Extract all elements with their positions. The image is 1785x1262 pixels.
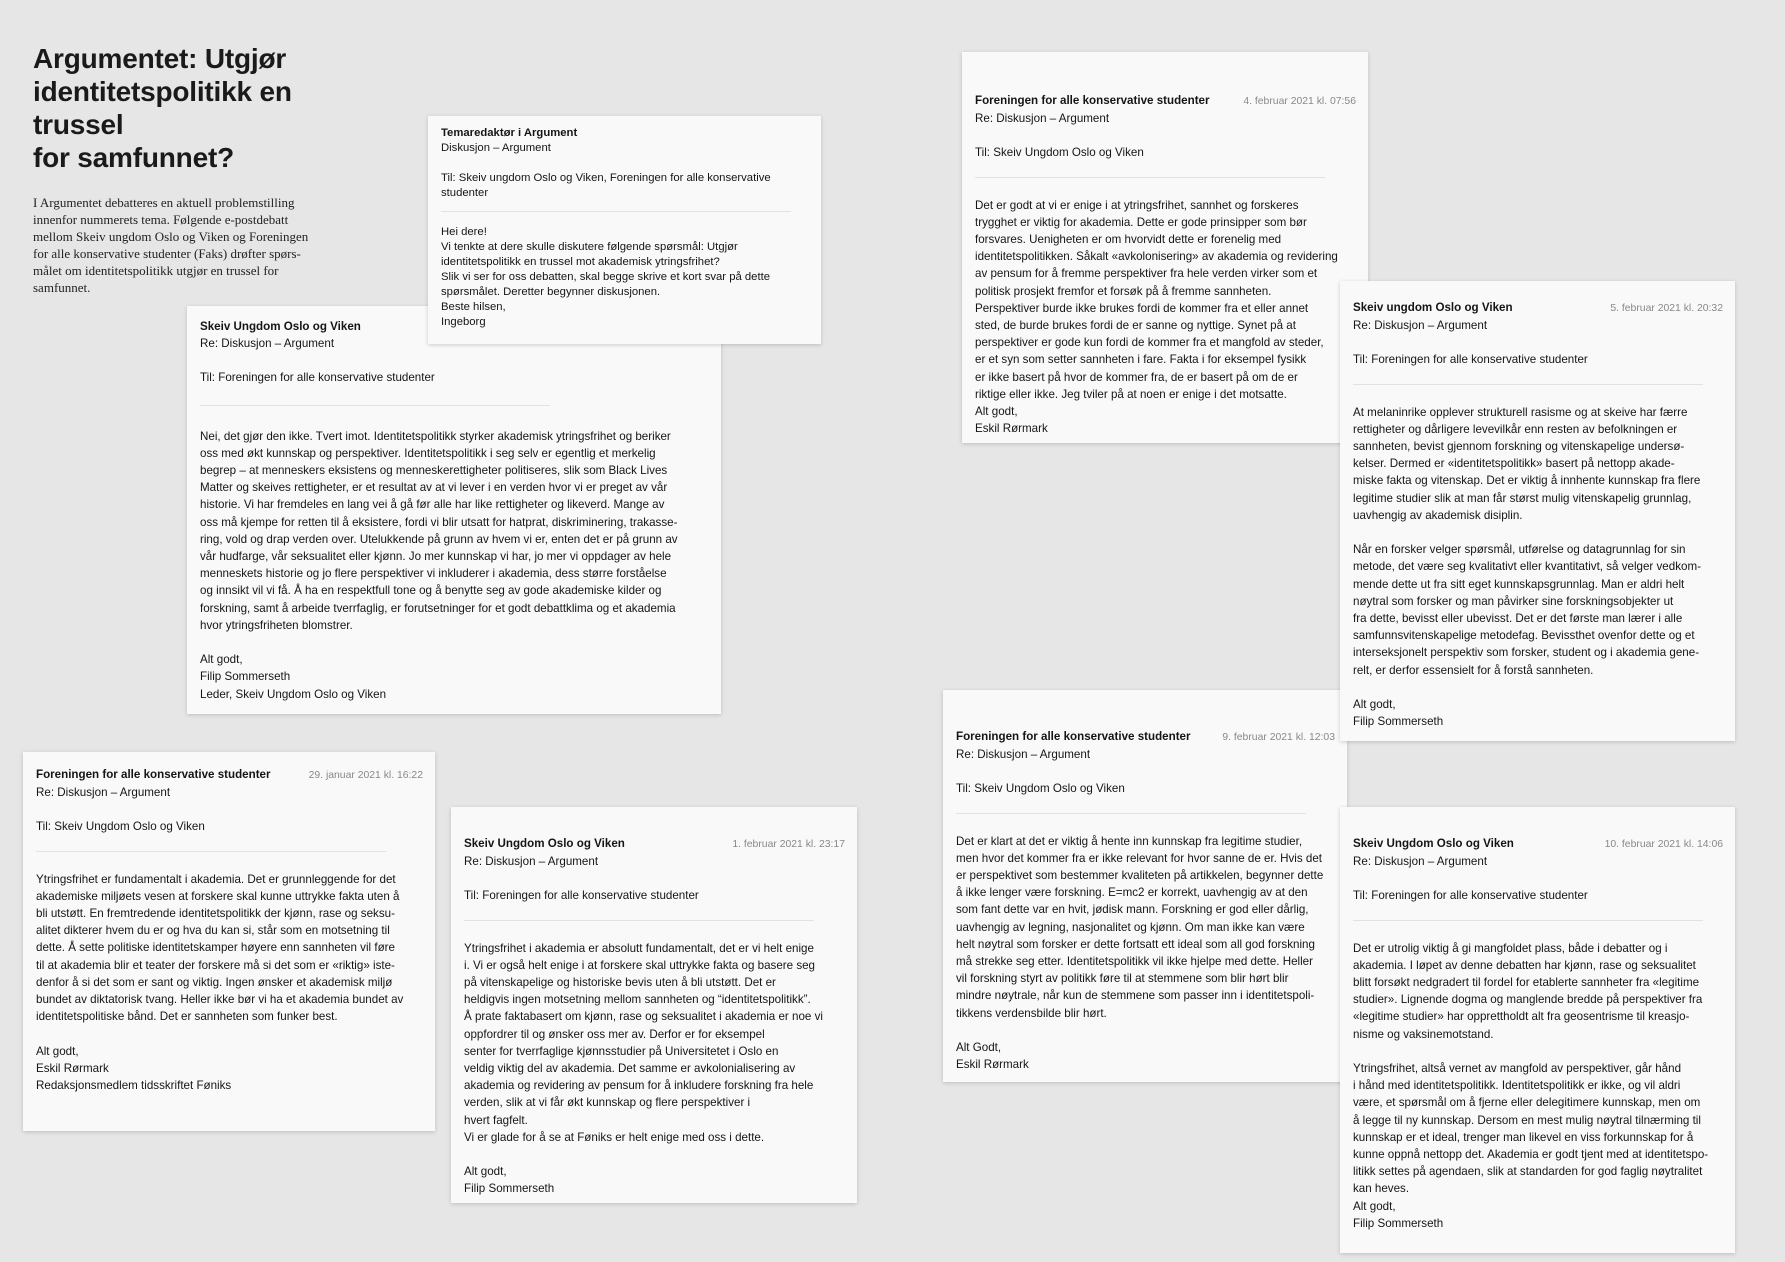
email-card bbox=[451, 807, 857, 1203]
page-title: Argumentet: Utgjør identitetspolitikk en trussel for samfunnet? bbox=[33, 43, 292, 173]
email-body: Det er utrolig viktig å gi mangfoldet plass, både i debatter og i akademia. I løpet av denne debatten har kjønn, rase og seksualitet blitt forsøkt nedgradert til fordel for etablerte sannheter fra «legitime studier». Lignende dogma og manglende bredde på perspektiver fra «legitime studier» har opprettholdt alt fra geosentrisme til kreasjo- nisme og vaksinemotstand. Ytringsfrihet, altså vernet av mangfold av perspektiver, går hånd i hånd med identitetspolitikk. Identitetspolitikk er ikke, og vil aldri være, et spørsmål om å fjerne eller delegitimere kunnskap, men om å legge til ny kunnskap. Dersom en mest mulig nøytral tilnærming til kunnskap er et ideal, trenger man likevel en viss forkunnskap for å kunne oppnå nettopp det. Akademia er godt tjent med at identitetspo- litikk settes på agendaen, slik at standarden for god faglig nøytralitet kan heves. Alt godt, Filip Sommerseth bbox=[1353, 941, 1709, 1230]
email-date: 5. februar 2021 kl. 20:32 bbox=[1610, 303, 1723, 314]
divider bbox=[36, 851, 386, 852]
email-header bbox=[464, 835, 845, 853]
email-body: Hei dere! Vi tenkte at dere skulle diskutere følgende spørsmål: Utgjør identitetspolitikk en trussel mot akademisk ytringsfrihet? Slik vi ser for oss debatten, skal begge skrive et kort svar på dette spørsmålet. Deretter begynner diskusjonen. Beste hilsen, Ingeborg bbox=[441, 226, 771, 328]
email-subject: Re: Diskusjon – Argument bbox=[1353, 855, 1488, 869]
email-sender: Skeiv Ungdom Oslo og Viken bbox=[1353, 837, 1514, 850]
email-recipient: Til: Skeiv Ungdom Oslo og Viken bbox=[975, 146, 1144, 160]
email-header bbox=[956, 728, 1335, 746]
divider bbox=[200, 405, 550, 406]
email-recipient: Til: Skeiv Ungdom Oslo og Viken bbox=[956, 782, 1125, 796]
email-sender: Skeiv ungdom Oslo og Viken bbox=[1353, 301, 1513, 314]
email-body: Ytringsfrihet i akademia er absolutt fundamentalt, det er vi helt enige i. Vi er også helt enige i at forskere skal uttrykke fakta og basere seg på vitenskapelige og historiske bevis uten å bli utstøtt. Det er heldigvis ingen motsetning mellom sannheten og “identitetspolitikk”. Å prate faktabasert om kjønn, rase og seksualitet i akademia er noe vi oppfordrer til og ønsker oss mer av. Derfor er for eksempel senter for tverrfaglige kjønnsstudier på Universitetet i Oslo en veldig viktig del av akademia. Det samme er avkolonialisering av akademia og revidering av pensum for å inkludere forskning fra hele verden, slik at vi får økt kunnskap og flere perspektiver i hvert fagfelt. Vi er glade for å se at Føniks er helt enige med oss i dette. Alt godt, Filip Sommerseth bbox=[464, 941, 823, 1196]
email-body: At melaninrike opplever strukturell rasisme og at skeive har færre rettigheter og dårligere levevilkår enn resten av befolkningen er sannheten, bevist gjennom forskning og vitenskapelige undersø- kelser. Dermed er «identitetspolitikk» basert på nettopp akade- miske fakta og vitenskap. Det er viktig å innhente kunnskap fra flere legitime studier slik at man får størst mulig vitenskapelig grunnlag, uavhengig av akademisk disiplin. Når en forsker velger spørsmål, utførelse og datagrunnlag for sin metode, det være seg kvalitativt eller kvantitativt, så velger vedkom- mende dette ut fra sitt eget kunnskapsgrunnlag. Man er aldri helt nøytral som forsker og man påvirker sine forskningsobjekter ut fra dette, bevisst eller ubevisst. Det er det første man lærer i alle samfunnsvitenskapelige metodefag. Bevissthet ovenfor dette og et interseksjonelt perspektiv som forsker, student og i akademia gene- relt, er derfor essensielt for å forstå sannheten. Alt godt, Filip Sommerseth bbox=[1353, 405, 1701, 729]
email-subject: Re: Diskusjon – Argument bbox=[36, 786, 171, 800]
divider bbox=[956, 813, 1306, 814]
email-sender: Foreningen for alle konservative studenter bbox=[36, 768, 271, 781]
email-recipient: Til: Foreningen for alle konservative studenter bbox=[1353, 353, 1588, 367]
email-subject: Re: Diskusjon – Argument bbox=[956, 748, 1091, 762]
email-recipient: Til: Foreningen for alle konservative studenter bbox=[464, 889, 699, 903]
email-card bbox=[1340, 281, 1735, 741]
email-recipient: Til: Foreningen for alle konservative studenter bbox=[200, 371, 435, 385]
email-card bbox=[1340, 807, 1735, 1253]
email-subject: Diskusjon – Argument bbox=[441, 142, 551, 154]
email-card bbox=[428, 116, 821, 344]
email-card bbox=[187, 306, 721, 714]
email-subject: Re: Diskusjon – Argument bbox=[200, 337, 335, 351]
email-header bbox=[1353, 299, 1723, 317]
email-body: Ytringsfrihet er fundamentalt i akademia. Det er grunnleggende for det akademiske miljøets vesen at forskere skal kunne uttrykke fakta uten å bli utstøtt. En fremtredende identitetspolitikk der kjønn, rase og seksu- alitet dikterer hvem du er og hva du kan si, står som en motsetning til dette. Å sette politiske identitetskamper høyere enn sannheten vil føre til at akademia blir et teater der forskere må si det som er «riktig» iste- denfor å si det som er sant og viktig. Ingen ønsker et akademisk miljø bundet av diktatorisk tvang. Heller ikke bør vi ha et akademia bundet av identitetspolitiske bånd. Det er sannheten som funker best. Alt godt, Eskil Rørmark Redaksjonsmedlem tidsskriftet Føniks bbox=[36, 872, 404, 1093]
intro bbox=[33, 42, 373, 296]
email-recipient: Til: Skeiv ungdom Oslo og Viken, Foreningen for alle konservative studenter bbox=[441, 172, 771, 199]
email-sender: Foreningen for alle konservative studenter bbox=[975, 94, 1210, 107]
email-recipient: Til: Skeiv Ungdom Oslo og Viken bbox=[36, 820, 205, 834]
email-body: Det er godt at vi er enige i at ytringsfrihet, sannhet og forskeres trygghet er viktig for akademia. Dette er gode prinsipper som bør forsvares. Uenigheten er om hvorvidt dette er forenelig med identitetspolitikken. Såkalt «avkolonisering» av akademia og revidering av pensum for å fremme perspektiver fra hele verden virker som et politisk prosjekt fremfor et forsøk på å fremme sannheten. Perspektiver burde ikke brukes fordi de kommer fra et eller annet sted, de burde brukes fordi de er sanne og nyttige. Synet på at perspektiver er gode kun fordi de kommer fra et mangfold av steder, er et syn som setter sannheten i fare. Fakta i for eksempel fysikk er ikke basert på hvor de kommer fra, de er basert på om de er riktige eller ikke. Jeg tviler på at noen er enige i det motsatte. Alt godt, Eskil Rørmark bbox=[975, 198, 1338, 436]
email-subject: Re: Diskusjon – Argument bbox=[464, 855, 599, 869]
email-date: 9. februar 2021 kl. 12:03 bbox=[1222, 732, 1335, 743]
email-header bbox=[1353, 835, 1723, 853]
email-sender: Skeiv Ungdom Oslo og Viken bbox=[464, 837, 625, 850]
intro-text: I Argumentet debatteres en aktuell problemstilling innenfor nummerets tema. Følgende e-postdebatt mellom Skeiv ungdom Oslo og Viken og Foreningen for alle konservative studenter (Faks) drøfter spørs- målet om identitetspolitikk utgjør en trussel for samfunnet. bbox=[33, 195, 309, 295]
email-date: 1. februar 2021 kl. 23:17 bbox=[732, 839, 845, 850]
email-subject: Re: Diskusjon – Argument bbox=[1353, 319, 1488, 333]
email-subject: Re: Diskusjon – Argument bbox=[975, 112, 1110, 126]
divider bbox=[1353, 384, 1703, 385]
email-sender: Skeiv Ungdom Oslo og Viken bbox=[200, 320, 361, 333]
email-sender: Foreningen for alle konservative studenter bbox=[956, 730, 1191, 743]
email-header bbox=[975, 92, 1356, 110]
email-body: Det er klart at det er viktig å hente inn kunnskap fra legitime studier, men hvor det kommer fra er ikke relevant for hvor sanne de er. Hvis det er perspektivet som bestemmer kvaliteten på artikkelen, begynner dette å ikke lenger være forskning. E=mc2 er korrekt, uavhengig av at den som fant dette var en hvit, jødisk mann. Forskning er god eller dårlig, uavhengig av legning, nasjonalitet og kjønn. Om man ikke kan være helt nøytral som forsker er dette fortsatt ett ideal som all god forskning må strekke seg etter. Identitetspolitikk vil ikke hjelpe med dette. Heller vil forskning styrt av politikk føre til at stemmene som blir hørt blir mindre nøytrale, når kun de stemmene som passer inn i identitetspoli- tikkens verdensbilde blir hørt. Alt Godt, Eskil Rørmark bbox=[956, 834, 1324, 1072]
email-card bbox=[962, 52, 1368, 443]
email-recipient: Til: Foreningen for alle konservative studenter bbox=[1353, 889, 1588, 903]
email-date: 10. februar 2021 kl. 14:06 bbox=[1604, 839, 1723, 850]
email-date: 4. februar 2021 kl. 07:56 bbox=[1243, 96, 1356, 107]
email-sender: Temaredaktør i Argument bbox=[441, 127, 578, 139]
email-header bbox=[36, 766, 423, 784]
email-body: Nei, det gjør den ikke. Tvert imot. Identitetspolitikk styrker akademisk ytringsfrihet og beriker oss med økt kunnskap og perspektiver. Identitetspolitikk i seg selv er egentlig et merkelig begrep – at menneskers eksistens og menneskerettigheter politiseres, slik som Black Lives Matter og skeives rettigheter, er et resultat av at vi lever i en verden hvor vi er preget av vår historie. Vi har fremdeles en lang vei å gå før alle har like rettigheter og likeverd. Mange av oss må kjempe for retten til å eksistere, fordi vi blir utsatt for hatprat, diskriminering, trakasse- ring, vold og drap verden over. Utelukkende på grunn av hvem vi er, enten det er på grunn av vår hudfarge, vår seksualitet eller kjønn. Jo mer kunnskap vi har, jo mer vi oppdager av hele menneskets historie og jo flere perspektiver vi inkluderer i akademia, dess større forståelse og innsikt vil vi få. Å ha en respektfull tone og å benytte seg av gode akademiske kilder og forskning, samt å arbeide tverrfaglig, er forutsetninger for et godt debattklima og et akademia hvor ytringsfriheten blomstrer. Alt godt, Filip Sommerseth Leder, Skeiv Ungdom Oslo og Viken bbox=[200, 429, 678, 701]
email-card bbox=[23, 752, 435, 1131]
divider bbox=[464, 920, 814, 921]
divider bbox=[1353, 920, 1703, 921]
divider bbox=[441, 211, 791, 212]
email-header bbox=[441, 126, 809, 141]
email-card bbox=[943, 690, 1347, 1082]
email-date: 29. januar 2021 kl. 16:22 bbox=[308, 770, 423, 781]
divider bbox=[975, 177, 1325, 178]
